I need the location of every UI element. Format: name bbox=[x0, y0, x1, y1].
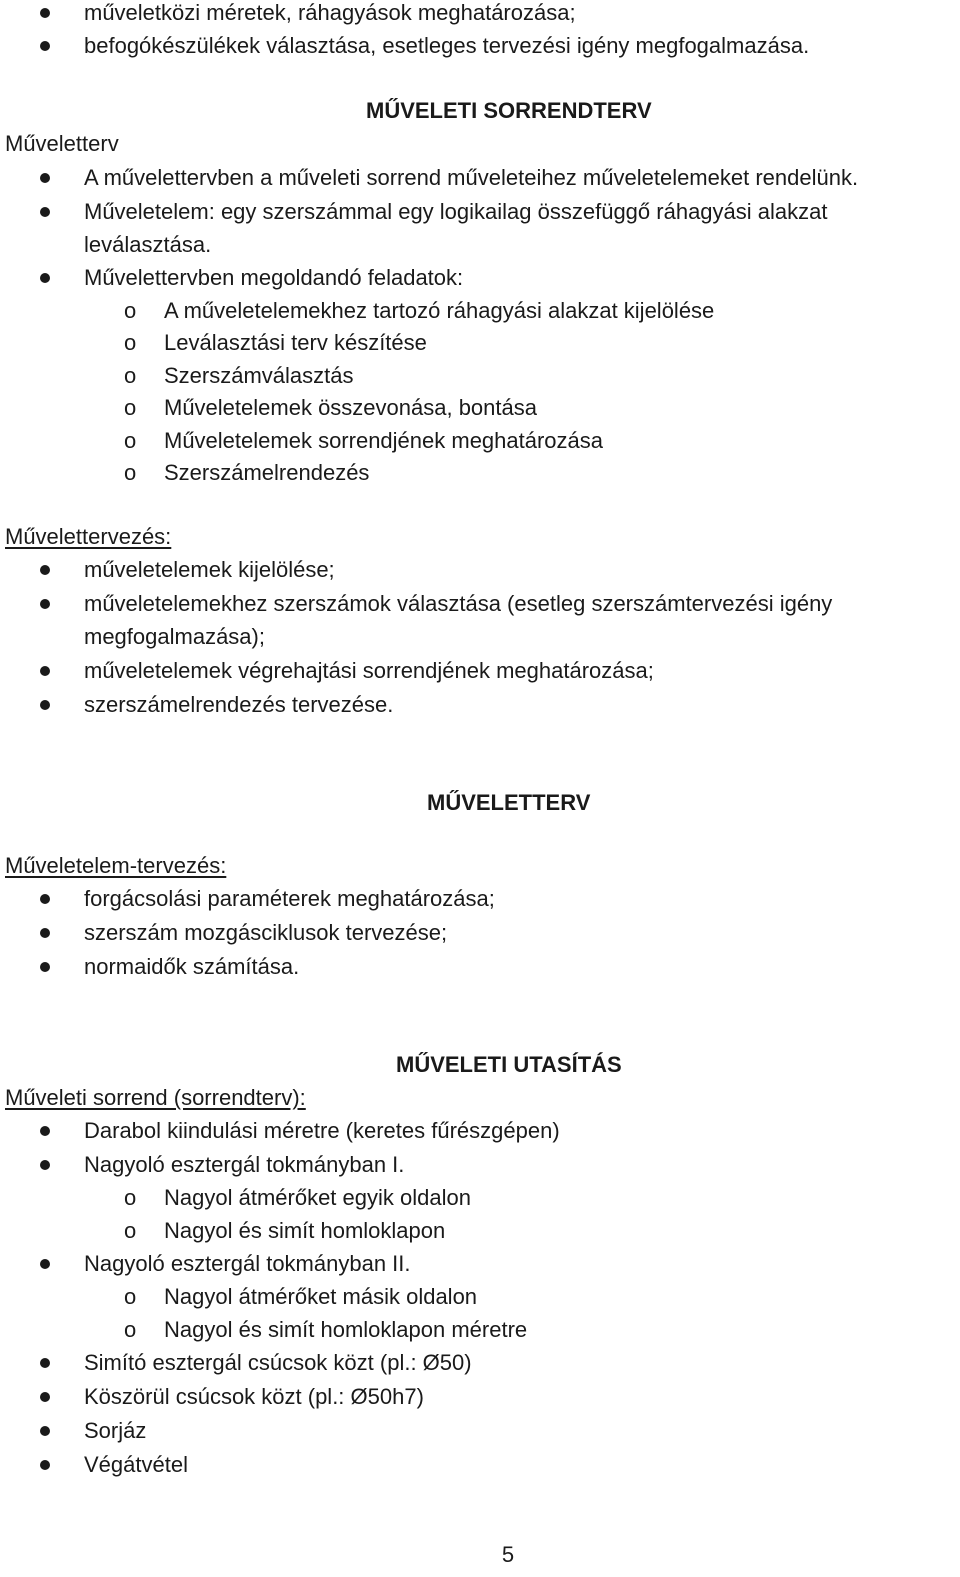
circle-marker-icon: o bbox=[124, 1317, 137, 1342]
circle-marker-icon: o bbox=[124, 363, 137, 388]
bullet-icon bbox=[40, 207, 50, 217]
section-label: Művelettervezés: bbox=[5, 524, 172, 549]
list-item-text: műveletközi méretek, ráhagyások meghatározása; bbox=[84, 0, 576, 25]
list-item-text: műveletelemek végrehajtási sorrendjének meghatározása; bbox=[84, 658, 654, 683]
list-item-text: Nagyoló esztergál tokmányban I. bbox=[84, 1152, 405, 1177]
section-heading: MŰVELETTERV bbox=[427, 790, 591, 815]
list-item-text: normaidők számítása. bbox=[84, 954, 300, 979]
circle-marker-icon: o bbox=[124, 395, 137, 420]
bullet-icon bbox=[40, 666, 50, 676]
list-item-text: műveletelemek kijelölése; bbox=[84, 557, 335, 582]
sub-list-item-text: A műveletelemekhez tartozó ráhagyási alakzat kijelölése bbox=[164, 298, 715, 323]
bullet-icon bbox=[40, 565, 50, 575]
list-item-text: Darabol kiindulási méretre (keretes fűrészgépen) bbox=[84, 1118, 560, 1143]
bullet-icon bbox=[40, 273, 50, 283]
page-number: 5 bbox=[501, 1542, 515, 1567]
sub-list-item-text: Leválasztási terv készítése bbox=[164, 330, 427, 355]
circle-marker-icon: o bbox=[124, 330, 137, 355]
bullet-icon bbox=[40, 894, 50, 904]
list-item-text: megfogalmazása); bbox=[84, 624, 265, 649]
bullet-icon bbox=[40, 928, 50, 938]
list-item-text: Sorjáz bbox=[84, 1418, 147, 1443]
sub-list-item-text: Műveletelemek sorrendjének meghatározása bbox=[164, 428, 604, 453]
list-item-text: Művelettervben megoldandó feladatok: bbox=[84, 265, 464, 290]
sub-list-item-text: Műveletelemek összevonása, bontása bbox=[164, 395, 537, 420]
sub-list-item-text: Nagyol és simít homloklapon bbox=[164, 1218, 446, 1243]
list-item-text: leválasztása. bbox=[84, 232, 212, 257]
list-item-text: A művelettervben a műveleti sorrend műveleteihez műveletelemeket rendelünk. bbox=[84, 165, 859, 190]
bullet-icon bbox=[40, 1460, 50, 1470]
section-label: Műveleti sorrend (sorrendterv): bbox=[5, 1085, 306, 1110]
list-item-text: Végátvétel bbox=[84, 1452, 188, 1477]
section-heading: MŰVELETI UTASÍTÁS bbox=[396, 1052, 622, 1077]
list-item-text: műveletelemekhez szerszámok választása (esetleg szerszámtervezési igény bbox=[84, 591, 833, 616]
sub-list-item-text: Szerszámelrendezés bbox=[164, 460, 370, 485]
circle-marker-icon: o bbox=[124, 298, 137, 323]
circle-marker-icon: o bbox=[124, 460, 137, 485]
sub-list-item-text: Nagyol átmérőket egyik oldalon bbox=[164, 1185, 471, 1210]
bullet-icon bbox=[40, 1392, 50, 1402]
list-item-text: Nagyoló esztergál tokmányban II. bbox=[84, 1251, 411, 1276]
list-item-text: Műveletelem: egy szerszámmal egy logikailag összefüggő ráhagyási alakzat bbox=[84, 199, 828, 224]
circle-marker-icon: o bbox=[124, 1218, 137, 1243]
bullet-icon bbox=[40, 1358, 50, 1368]
list-item-text: befogókészülékek választása, esetleges tervezési igény megfogalmazása. bbox=[84, 33, 810, 58]
bullet-icon bbox=[40, 41, 50, 51]
bullet-icon bbox=[40, 1126, 50, 1136]
section-label: Műveletterv bbox=[5, 131, 119, 156]
bullet-icon bbox=[40, 599, 50, 609]
section-label: Műveletelem-tervezés: bbox=[5, 853, 227, 878]
list-item-text: Köszörül csúcsok közt (pl.: Ø50h7) bbox=[84, 1384, 424, 1409]
sub-list-item-text: Nagyol és simít homloklapon méretre bbox=[164, 1317, 528, 1342]
bullet-icon bbox=[40, 1426, 50, 1436]
bullet-icon bbox=[40, 1160, 50, 1170]
section-heading: MŰVELETI SORRENDTERV bbox=[366, 98, 652, 123]
list-item-text: Simító esztergál csúcsok közt (pl.: Ø50) bbox=[84, 1350, 472, 1375]
list-item-text: szerszámelrendezés tervezése. bbox=[84, 692, 394, 717]
list-item-text: forgácsolási paraméterek meghatározása; bbox=[84, 886, 495, 911]
bullet-icon bbox=[40, 173, 50, 183]
sub-list-item-text: Nagyol átmérőket másik oldalon bbox=[164, 1284, 478, 1309]
circle-marker-icon: o bbox=[124, 1284, 137, 1309]
circle-marker-icon: o bbox=[124, 428, 137, 453]
sub-list-item-text: Szerszámválasztás bbox=[164, 363, 354, 388]
bullet-icon bbox=[40, 1259, 50, 1269]
bullet-icon bbox=[40, 8, 50, 18]
bullet-icon bbox=[40, 962, 50, 972]
bullet-icon bbox=[40, 700, 50, 710]
circle-marker-icon: o bbox=[124, 1185, 137, 1210]
list-item-text: szerszám mozgásciklusok tervezése; bbox=[84, 920, 448, 945]
